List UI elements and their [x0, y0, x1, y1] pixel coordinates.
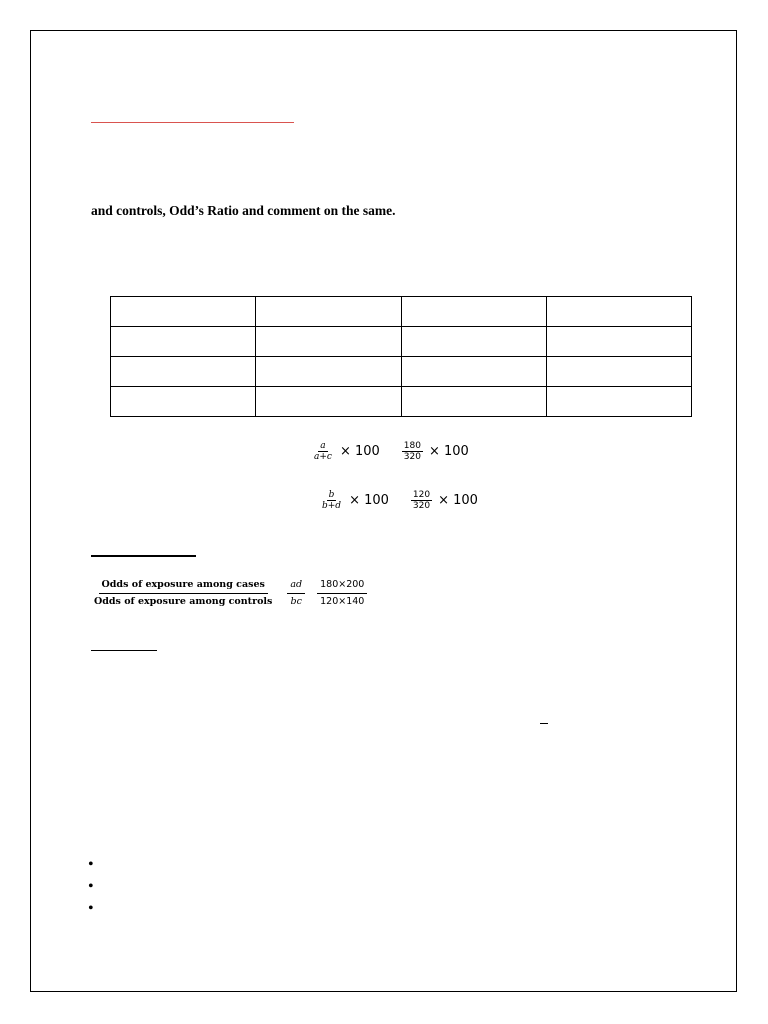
table-cell — [401, 297, 546, 327]
bullet-item: • — [88, 856, 94, 873]
odds-ratio-formula — [91, 579, 367, 609]
table-cell — [546, 357, 691, 387]
times-100: × 100 — [428, 444, 469, 460]
fraction-denominator: 320 — [403, 452, 421, 463]
table-cell — [111, 297, 256, 327]
table-cell — [256, 297, 401, 327]
contingency-table — [110, 296, 692, 417]
fraction-denominator: a+c — [314, 452, 332, 463]
times-100: × 100 — [438, 493, 478, 509]
table-cell — [401, 357, 546, 387]
table-cell — [546, 387, 691, 417]
formula-controls — [318, 490, 478, 512]
fraction-numerator: ad — [287, 579, 305, 594]
fraction-denominator: 120×140 — [320, 596, 365, 608]
table-row — [111, 297, 692, 327]
bullet-item: • — [88, 900, 94, 917]
bullet-list — [88, 854, 94, 920]
table-cell — [256, 357, 401, 387]
fraction-general — [320, 490, 343, 512]
table-row — [111, 357, 692, 387]
table-cell — [401, 387, 546, 417]
section-rule — [91, 555, 196, 557]
formula-cases — [310, 441, 469, 463]
fraction-numerator: 180×200 — [317, 579, 367, 594]
fraction-numerator: a — [320, 441, 326, 451]
table-cell — [111, 387, 256, 417]
table-cell — [111, 327, 256, 357]
times-100: × 100 — [349, 493, 389, 509]
fraction-denominator: 320 — [412, 501, 431, 512]
table-cell — [401, 327, 546, 357]
fraction-denominator: b+d — [322, 501, 342, 512]
fraction-numerator: 180 — [403, 441, 421, 451]
fraction-numerator: 120 — [412, 490, 431, 500]
table-row — [111, 387, 692, 417]
fraction-numeric — [411, 490, 432, 512]
table-cell — [256, 327, 401, 357]
fraction-denominator: bc — [290, 596, 302, 608]
red-heading-rule — [91, 122, 294, 123]
table-cell — [111, 357, 256, 387]
fraction-numeric — [402, 441, 423, 463]
odds-ratio-symbolic-fraction — [287, 579, 305, 609]
fraction-denominator: Odds of exposure among controls — [94, 596, 273, 608]
section-rule — [91, 650, 157, 651]
bullet-item: • — [88, 878, 94, 895]
odds-ratio-label-fraction — [91, 579, 275, 609]
times-100: × 100 — [339, 444, 380, 460]
table-cell — [546, 327, 691, 357]
fraction-numerator: Odds of exposure among cases — [99, 579, 268, 594]
table-row — [111, 327, 692, 357]
question-text: and controls, Odd’s Ratio and comment on the same. — [91, 203, 396, 218]
table-cell — [546, 297, 691, 327]
table-cell — [256, 387, 401, 417]
dash-mark — [540, 723, 548, 724]
odds-ratio-numeric-fraction — [317, 579, 367, 609]
fraction-numerator: b — [328, 490, 335, 500]
fraction-general — [312, 441, 334, 463]
